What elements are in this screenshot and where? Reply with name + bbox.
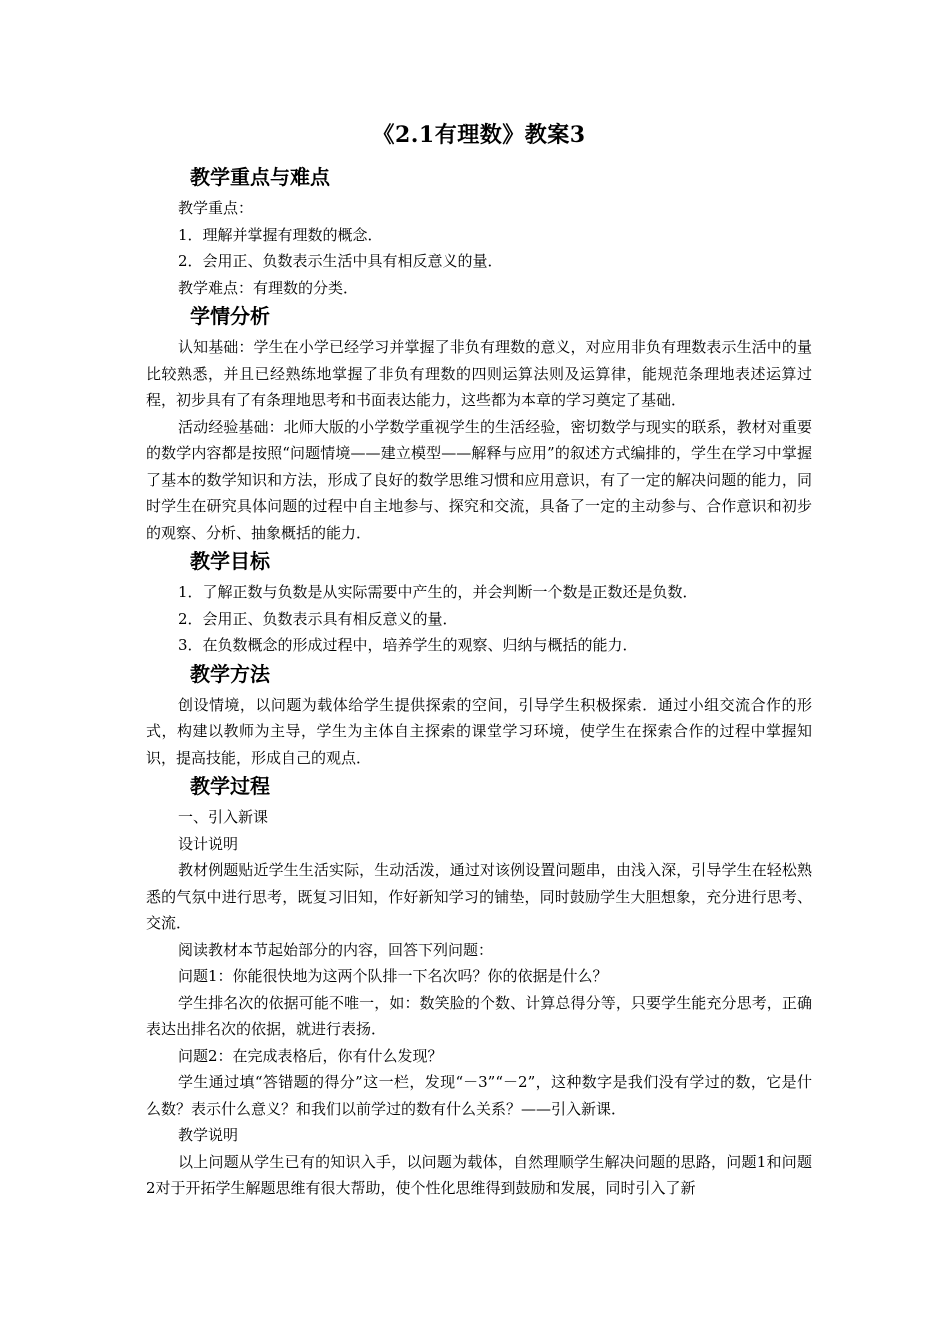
text-line: 2．会用正、负数表示具有相反意义的量． — [178, 609, 458, 628]
text-line: 教学说明 — [178, 1126, 239, 1144]
text-line: 设计说明 — [178, 834, 239, 853]
text-line: 阅读教材本节起始部分的内容，回答下列问题： — [178, 940, 494, 959]
paragraph: 学生通过填“答错题的得分”这一栏，发现“－3”“－2”，这种数字是我们没有学过的数，它是什么数？表示什么意义？和我们以前学过的数有什么关系？——引入新课． — [146, 1073, 812, 1118]
paragraph: 学生排名次的依据可能不唯一，如：数笑脸的个数、计算总得分等，只要学生能充分思考，正确表达出排名次的依据，就进行表扬． — [146, 993, 812, 1038]
paragraph: 创设情境，以问题为载体给学生提供探索的空间，引导学生积极探索．通过小组交流合作的形式，构建以教师为主导，学生为主体自主探索的课堂学习环境，使学生在探索合作的过程中掌握知识，提高技能，形成自己的观点． — [146, 695, 812, 767]
text-line: 1．理解并掌握有理数的概念． — [178, 225, 383, 244]
text-line: 1．了解正数与负数是从实际需要中产生的，并会判断一个数是正数还是负数． — [178, 583, 698, 601]
paragraph: 以上问题从学生已有的知识入手，以问题为载体，自然理顺学生解决问题的思路，问题1和问题2对于开拓学生解题思维有很大帮助，使个性化思维得到鼓励和发展，同时引入了新 — [146, 1152, 812, 1197]
paragraph: 活动经验基础：北师大版的小学数学重视学生的生活经验，密切数学与现实的联系，教材对重要的数学内容都是按照“问题情境——建立模型——解释与应用”的叙述方式编排的，学生在学习中掌握了基本的数学知识和方法，形成了良好的数学思维习惯和应用意识，有了一定的解决问题的能力，同时学生在研究具体问题的过程中自主地参与、探究和交流，具备了一定的主动参与、合作意识和初步的观察、分析、抽象概括的能力． — [146, 417, 812, 542]
section-heading-process: 教学过程 — [190, 774, 270, 798]
text-line: 问题2：在完成表格后，你有什么发现？ — [178, 1046, 443, 1065]
text-line: 教学重点： — [178, 199, 254, 217]
document-page — [146, 118, 812, 1202]
paragraph: 教材例题贴近学生生活实际，生动活泼，通过对该例设置问题串，由浅入深，引导学生在轻松熟悉的气氛中进行思考，既复习旧知，作好新知学习的铺垫，同时鼓励学生大胆想象，充分进行思考、交流． — [146, 861, 812, 932]
text-line: 教学难点：有理数的分类． — [178, 278, 359, 297]
text-line: 3．在负数概念的形成过程中，培养学生的观察、归纳与概括的能力． — [178, 636, 638, 654]
text-line: 一、引入新课 — [178, 808, 269, 826]
page-title: 《2.1有理数》教案3 — [372, 122, 586, 148]
section-heading-analysis: 学情分析 — [190, 304, 270, 328]
section-heading-key-points: 教学重点与难点 — [190, 165, 330, 189]
text-line: 2．会用正、负数表示生活中具有相反意义的量． — [178, 252, 503, 270]
text-line: 问题1：你能很快地为这两个队排一下名次吗？你的依据是什么？ — [178, 967, 608, 985]
section-heading-objectives: 教学目标 — [190, 549, 270, 573]
section-heading-methods: 教学方法 — [190, 661, 270, 686]
paragraph: 认知基础：学生在小学已经学习并掌握了非负有理数的意义，对应用非负有理数表示生活中的量比较熟悉，并且已经熟练地掌握了非负有理数的四则运算法则及运算律，能规范条理地表述运算过程，初步具有了有条理地思考和书面表达能力，这些都为本章的学习奠定了基础． — [146, 338, 812, 409]
